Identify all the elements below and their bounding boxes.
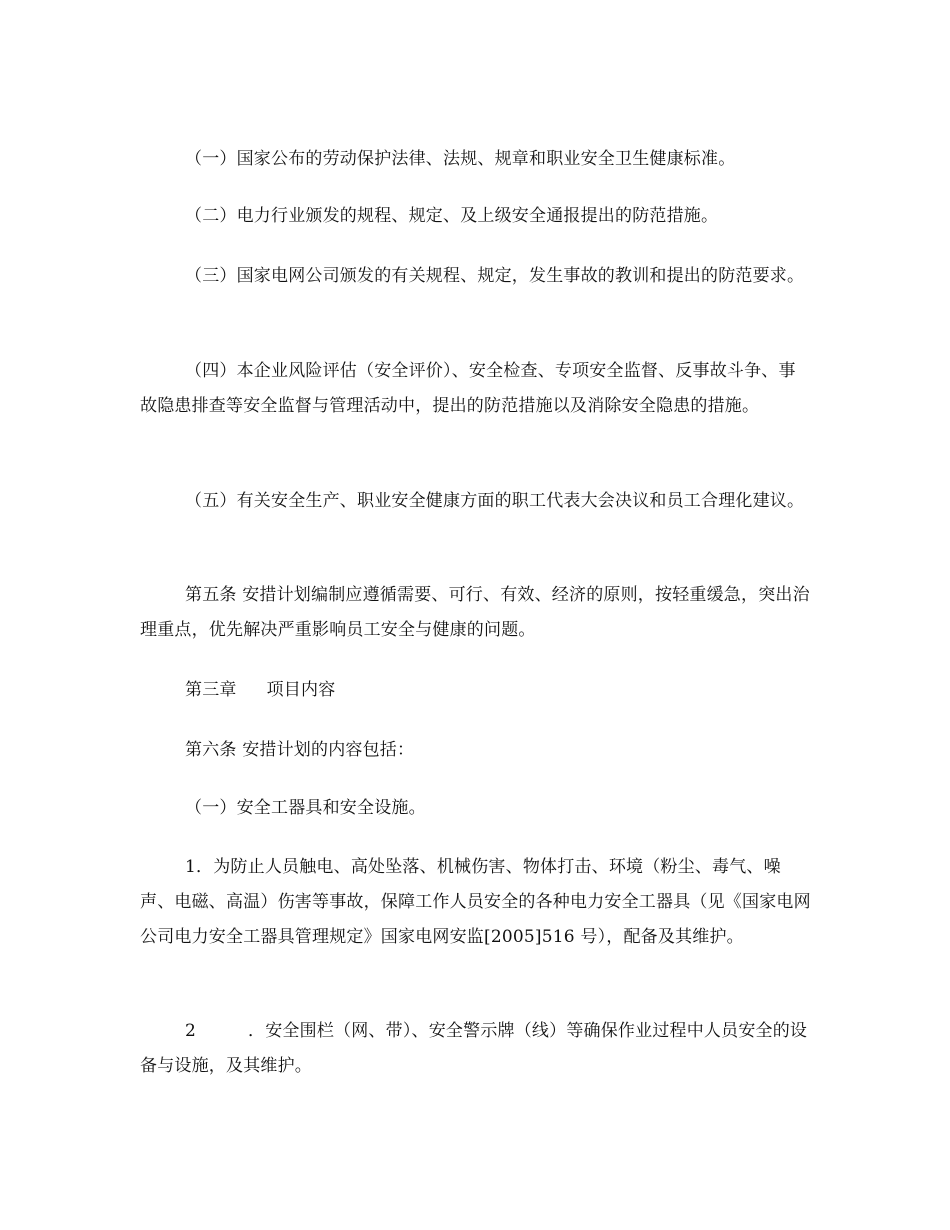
- paragraph-8: 第六条 安措计划的内容包括：: [185, 740, 415, 760]
- chapter-title: 项目内容: [266, 680, 336, 700]
- paragraph-6: 第五条 安措计划编制应遵循需要、可行、有效、经济的原则，按轻重缓急，突出治理重点，优先解决严重影响员工安全与健康的问题。: [140, 585, 810, 640]
- item-text: ．安全围栏（网、带）、安全警示牌（线）等确保作业过程中人员安全的设备与设施，及其维护。: [140, 1021, 808, 1076]
- chapter-number: 第三章: [185, 680, 237, 700]
- paragraph-4: （四）本企业风险评估（安全评价）、安全检查、专项安全监督、反事故斗争、事故隐患排查等安全监督与管理活动中，提出的防范措施以及消除安全隐患的措施。: [140, 361, 796, 416]
- paragraph-9: （一）安全工器具和安全设施。: [185, 798, 426, 818]
- paragraph-3: （三）国家电网公司颁发的有关规程、规定，发生事故的教训和提出的防范要求。: [185, 266, 805, 286]
- paragraph-1: （一）国家公布的劳动保护法律、法规、规章和职业安全卫生健康标准。: [185, 149, 736, 169]
- paragraph-2: （二）电力行业颁发的规程、规定、及上级安全通报提出的防范措施。: [185, 206, 719, 226]
- paragraph-11: [140, 1014, 812, 1084]
- paragraph-10: 1．为防止人员触电、高处坠落、机械伤害、物体打击、环境（粉尘、毒气、噪声、电磁、高温）伤害等事故，保障工作人员安全的各种电力安全工器具（见《国家电网公司电力安全工器具管理规定》国家电网安监[2005]516 号），配备及其维护。: [140, 857, 811, 947]
- chapter-heading: [140, 673, 812, 708]
- item-number: 2: [185, 1021, 197, 1041]
- paragraph-5: （五）有关安全生产、职业安全健康方面的职工代表大会决议和员工合理化建议。: [185, 491, 805, 511]
